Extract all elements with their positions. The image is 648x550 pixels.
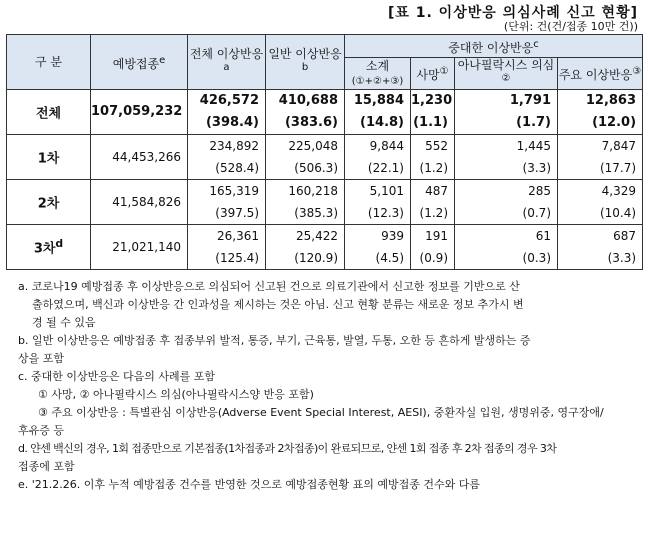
footnote-c-item: ① 사망, ② 아나필락시스 의심(아나필락시스양 반응 포함): [38, 388, 314, 401]
row-label: 2차: [7, 180, 91, 225]
footnote-c: c. 중대한 이상반응은 다음의 사례를 포함: [18, 370, 216, 383]
row-label: 1차: [7, 135, 91, 180]
header-vaccinations: 예방접종$^e$: [91, 35, 188, 90]
footnote-a-cont: 출하였으며, 백신과 이상반응 간 인과성을 제시하는 것은 아님. 신고 현황 분류는 새로운 정보 추가시 변: [32, 298, 524, 311]
header-all-ae: 전체 이상반응$^a$: [188, 35, 266, 90]
footnote-d: d. 얀센 백신의 경우, 1회 접종만으로 기본접종(1차접종과 2차접종)이 완료되므로, 얀센 1회 접종 후 2차 접종의 경우 3차: [18, 442, 557, 455]
anaphylaxis-cell: 1,791 (1.7): [455, 90, 558, 135]
table-row: [7, 135, 643, 180]
anaphylaxis-cell: 1,445 (3.3): [455, 135, 558, 180]
adverse-event-table: [6, 34, 643, 270]
death-cell: 1,230 (1.1): [411, 90, 455, 135]
unit-note: (단위: 건(건/접종 10만 건)): [503, 20, 638, 33]
footnote-c-item: ③ 주요 이상반응 : 특별관심 이상반응(Adverse Event Special Interest, AESI), 중환자실 입원, 생명위중, 영구장애/: [38, 406, 604, 419]
major-ae-cell: 7,847 (17.7): [558, 135, 643, 180]
general-ae-cell: 410,688 (383.6): [266, 90, 345, 135]
major-ae-cell: 687 (3.3): [558, 225, 643, 270]
header-subtotal: 소계 (①+②+③): [345, 58, 411, 90]
all-ae-cell: 26,361 (125.4): [188, 225, 266, 270]
header-major-ae: 주요 이상반응③: [558, 58, 643, 90]
footnote-c-cont: 후유증 등: [18, 424, 65, 437]
vaccinations-cell: 44,453,266: [91, 135, 188, 180]
footnote-e: e. '21.2.26. 이후 누적 예방접종 건수를 반영한 것으로 예방접종현황 표의 예방접종 건수와 다름: [18, 478, 481, 491]
footnotes: [18, 278, 644, 494]
major-ae-cell: 4,329 (10.4): [558, 180, 643, 225]
table-title: [표 1. 이상반응 의심사례 신고 현황]: [387, 5, 638, 21]
footnote-b-cont: 상을 포함: [18, 352, 65, 365]
general-ae-cell: 160,218 (385.3): [266, 180, 345, 225]
death-cell: 552 (1.2): [411, 135, 455, 180]
vaccinations-cell: 107,059,232: [91, 90, 188, 135]
subtotal-cell: 5,101 (12.3): [345, 180, 411, 225]
vaccinations-cell: 41,584,826: [91, 180, 188, 225]
footnote-d-cont: 접종에 포함: [18, 460, 75, 473]
table-row: [7, 180, 643, 225]
subtotal-cell: 15,884 (14.8): [345, 90, 411, 135]
vaccinations-cell: 21,021,140: [91, 225, 188, 270]
anaphylaxis-cell: 61 (0.3): [455, 225, 558, 270]
subtotal-cell: 9,844 (22.1): [345, 135, 411, 180]
death-cell: 487 (1.2): [411, 180, 455, 225]
header-category: 구 분: [7, 35, 91, 90]
row-label: 3차$^d$: [7, 225, 91, 270]
row-label: 전체: [7, 90, 91, 135]
header-death: 사망①: [411, 58, 455, 90]
all-ae-cell: 426,572 (398.4): [188, 90, 266, 135]
general-ae-cell: 25,422 (120.9): [266, 225, 345, 270]
header-anaphylaxis: 아나필락시스 의심②: [455, 58, 558, 90]
footnote-a: a. 코로나19 예방접종 후 이상반응으로 의심되어 신고된 건으로 의료기관에서 신고한 정보를 기반으로 산: [18, 280, 520, 293]
all-ae-cell: 165,319 (397.5): [188, 180, 266, 225]
footnote-a-cont: 경 될 수 있음: [32, 316, 96, 329]
major-ae-cell: 12,863 (12.0): [558, 90, 643, 135]
table-row: [7, 225, 643, 270]
death-cell: 191 (0.9): [411, 225, 455, 270]
general-ae-cell: 225,048 (506.3): [266, 135, 345, 180]
header-severe-ae: 중대한 이상반응$^c$: [345, 35, 643, 58]
all-ae-cell: 234,892 (528.4): [188, 135, 266, 180]
footnote-b: b. 일반 이상반응은 예방접종 후 접종부위 발적, 통증, 부기, 근육통, 발열, 두통, 오한 등 흔하게 발생하는 증: [18, 334, 531, 347]
table-row: [7, 90, 643, 135]
anaphylaxis-cell: 285 (0.7): [455, 180, 558, 225]
subtotal-cell: 939 (4.5): [345, 225, 411, 270]
header-general-ae: 일반 이상반응$^b$: [266, 35, 345, 90]
